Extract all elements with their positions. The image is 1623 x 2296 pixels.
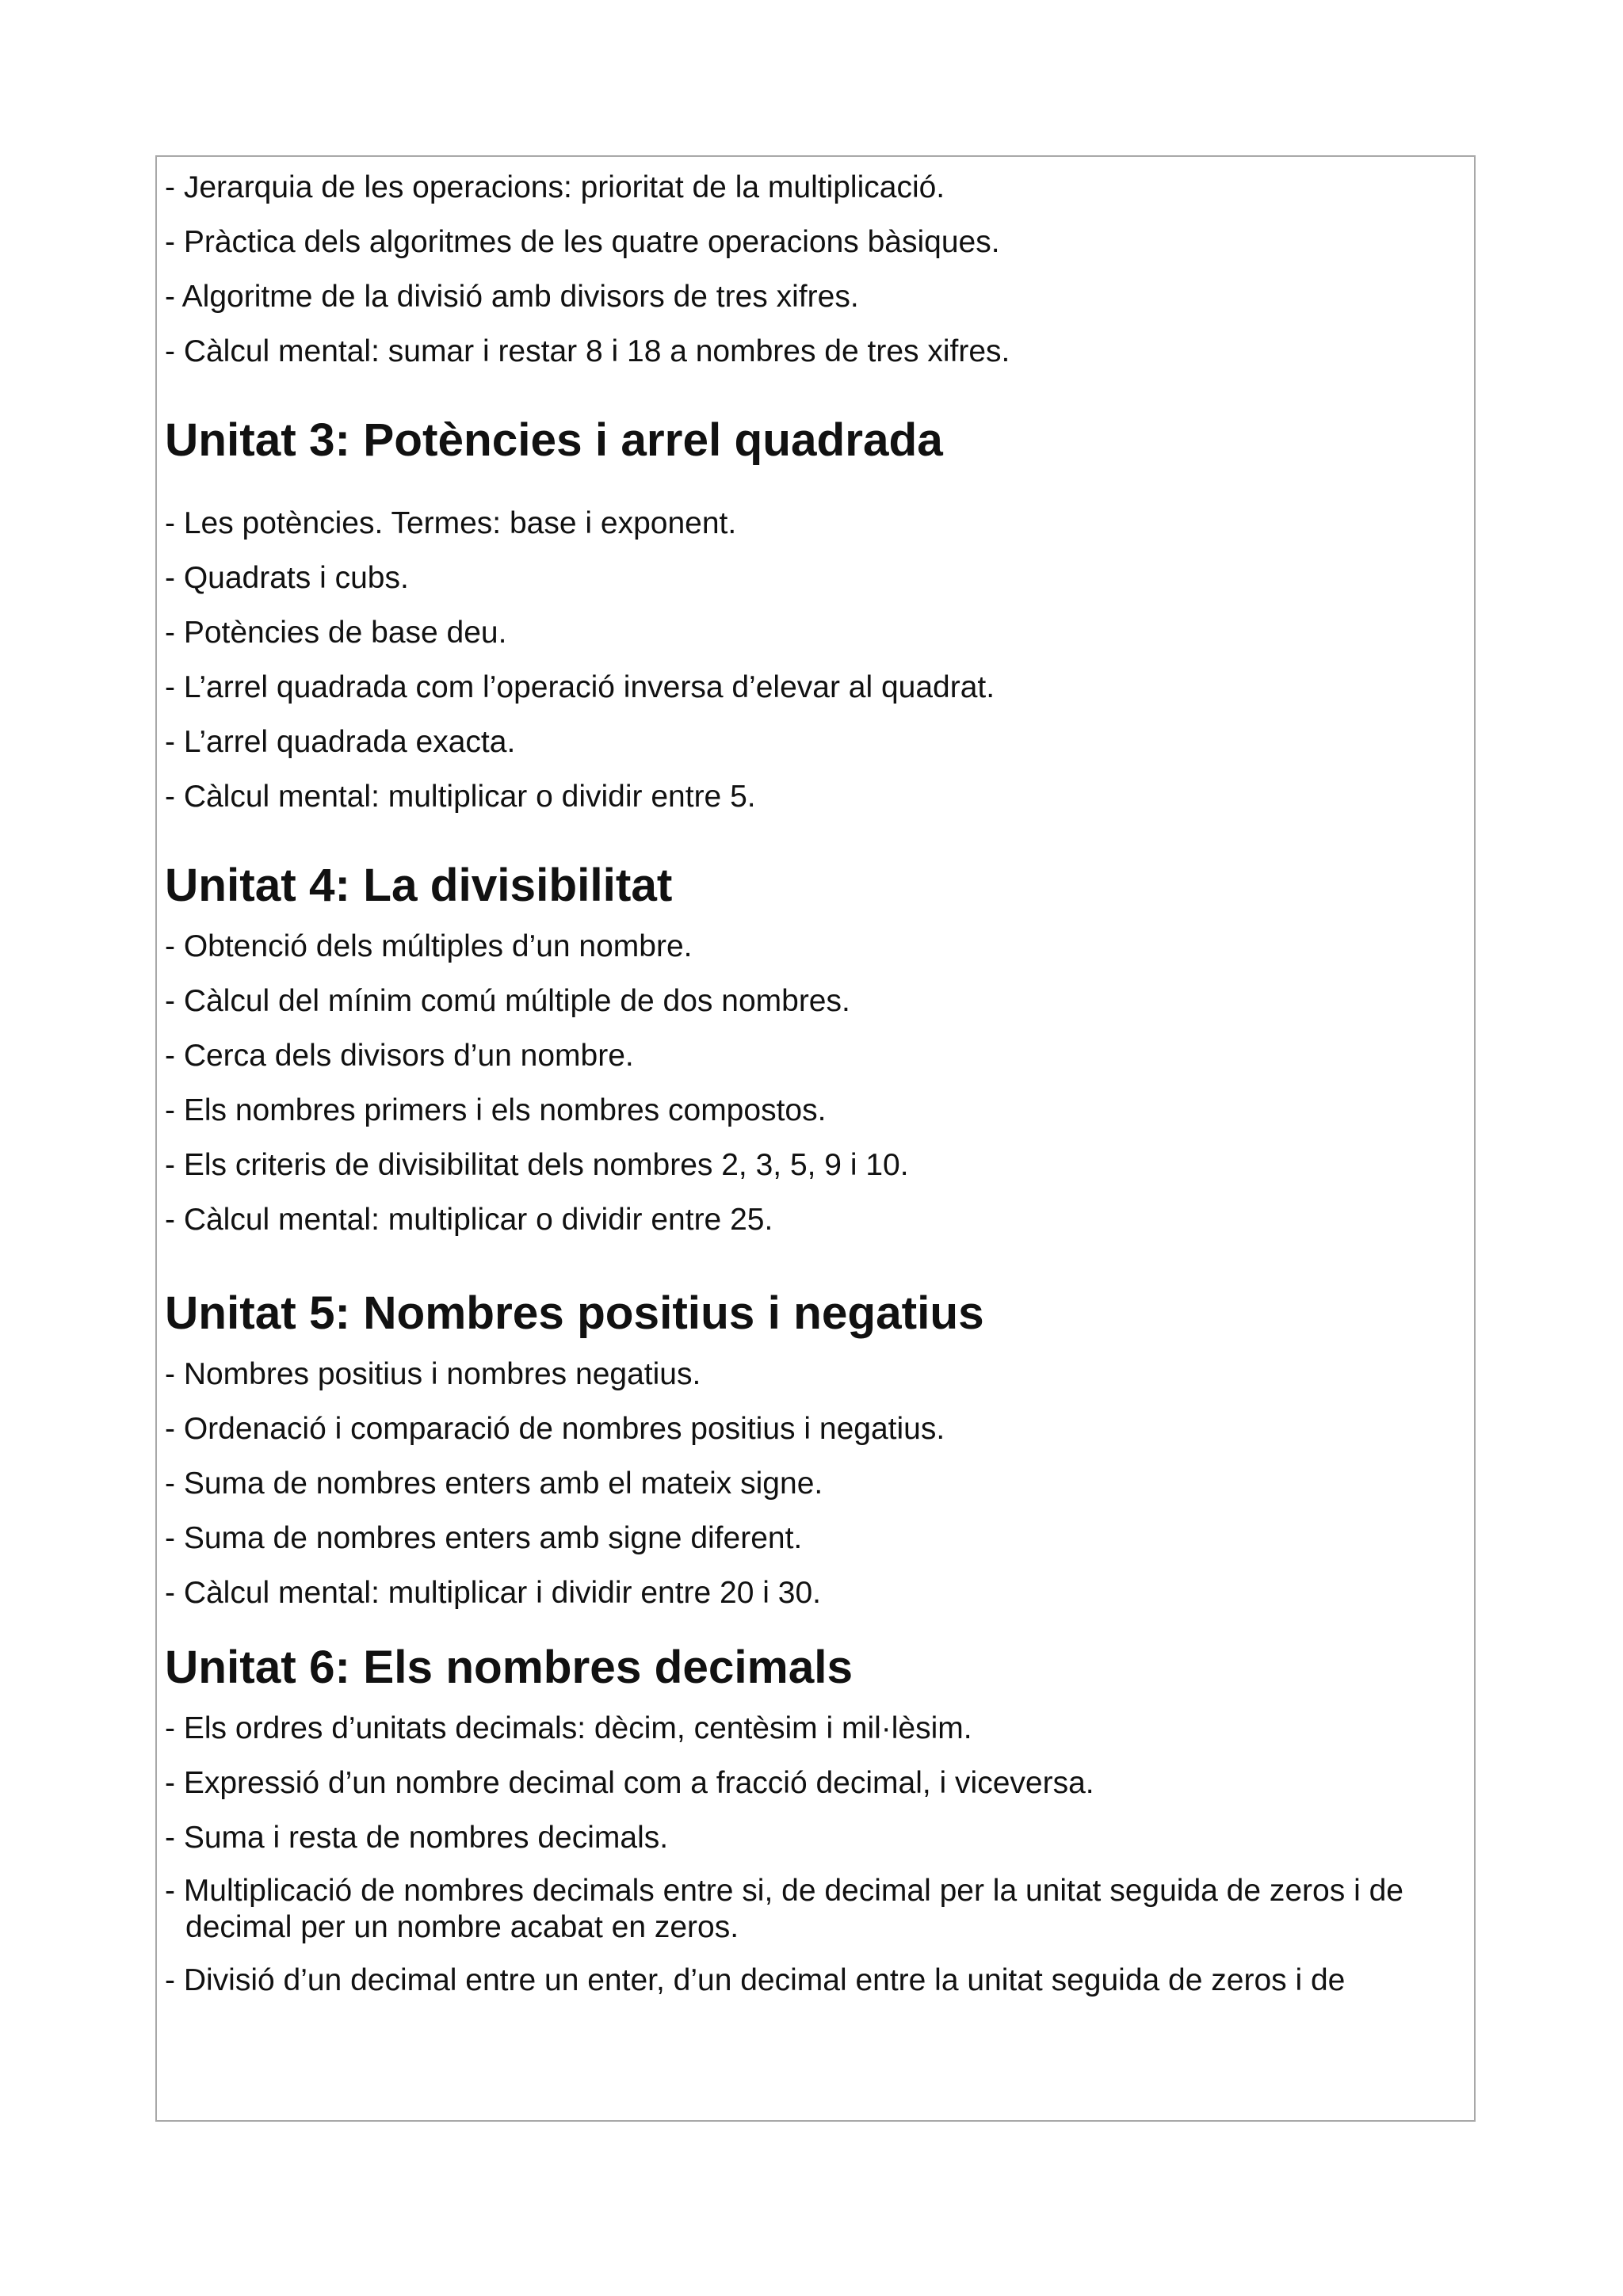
list-item: - Les potències. Termes: base i exponent. xyxy=(165,506,737,540)
list-item: - Càlcul mental: multiplicar o dividir entre 25. xyxy=(165,1203,773,1237)
content-box xyxy=(155,155,1476,2122)
list-item: - Pràctica dels algoritmes de les quatre operacions bàsiques. xyxy=(165,225,1000,259)
list-item: - Suma i resta de nombres decimals. xyxy=(165,1821,669,1855)
list-item: - Càlcul del mínim comú múltiple de dos nombres. xyxy=(165,984,850,1018)
unit-6-list xyxy=(165,1709,1442,2000)
list-item: - Els nombres primers i els nombres compostos. xyxy=(165,1093,827,1127)
unit-6-title: Unitat 6: Els nombres decimals xyxy=(165,1642,854,1693)
list-item: - L’arrel quadrada exacta. xyxy=(165,725,516,759)
unit-4-list xyxy=(165,927,1442,1240)
unit-4-title: Unitat 4: La divisibilitat xyxy=(165,860,673,911)
unit-3-title: Unitat 3: Potències i arrel quadrada xyxy=(165,414,943,466)
list-item: - Obtenció dels múltiples d’un nombre. xyxy=(165,929,693,963)
list-item: - Càlcul mental: sumar i restar 8 i 18 a nombres de tres xifres. xyxy=(165,334,1010,368)
list-item: - Càlcul mental: multiplicar o dividir entre 5. xyxy=(165,780,756,814)
list-item: - Multiplicació de nombres decimals entre si, de decimal per la unitat seguida de zeros i de decimal per un nombre acabat en zeros. xyxy=(165,1874,1412,1944)
list-item: - Algoritme de la divisió amb divisors de tres xifres. xyxy=(165,280,859,314)
list-item: - Potències de base deu. xyxy=(165,616,507,650)
document-content xyxy=(165,168,1442,2016)
list-item: - Els criteris de divisibilitat dels nombres 2, 3, 5, 9 i 10. xyxy=(165,1148,909,1182)
intro-list xyxy=(165,168,1442,372)
unit-5-list xyxy=(165,1355,1442,1613)
list-item: - Suma de nombres enters amb el mateix signe. xyxy=(165,1466,823,1501)
list-item: - Els ordres d’unitats decimals: dècim, centèsim i mil·lèsim. xyxy=(165,1711,972,1745)
list-item: - Ordenació i comparació de nombres positius i negatius. xyxy=(165,1412,945,1446)
list-item: - Divisió d’un decimal entre un enter, d’un decimal entre la unitat seguida de zeros i de xyxy=(165,1963,1346,1997)
unit-5-title: Unitat 5: Nombres positius i negatius xyxy=(165,1287,984,1339)
list-item: - Cerca dels divisors d’un nombre. xyxy=(165,1039,634,1073)
list-item: - Quadrats i cubs. xyxy=(165,561,409,595)
list-item: - Suma de nombres enters amb signe diferent. xyxy=(165,1521,803,1555)
unit-3-list xyxy=(165,504,1442,817)
list-item: - Nombres positius i nombres negatius. xyxy=(165,1357,701,1391)
list-item: - L’arrel quadrada com l’operació inversa d’elevar al quadrat. xyxy=(165,670,995,704)
list-item: - Càlcul mental: multiplicar i dividir entre 20 i 30. xyxy=(165,1576,821,1610)
list-item: - Jerarquia de les operacions: prioritat de la multiplicació. xyxy=(165,170,945,204)
list-item: - Expressió d’un nombre decimal com a fracció decimal, i viceversa. xyxy=(165,1766,1094,1800)
